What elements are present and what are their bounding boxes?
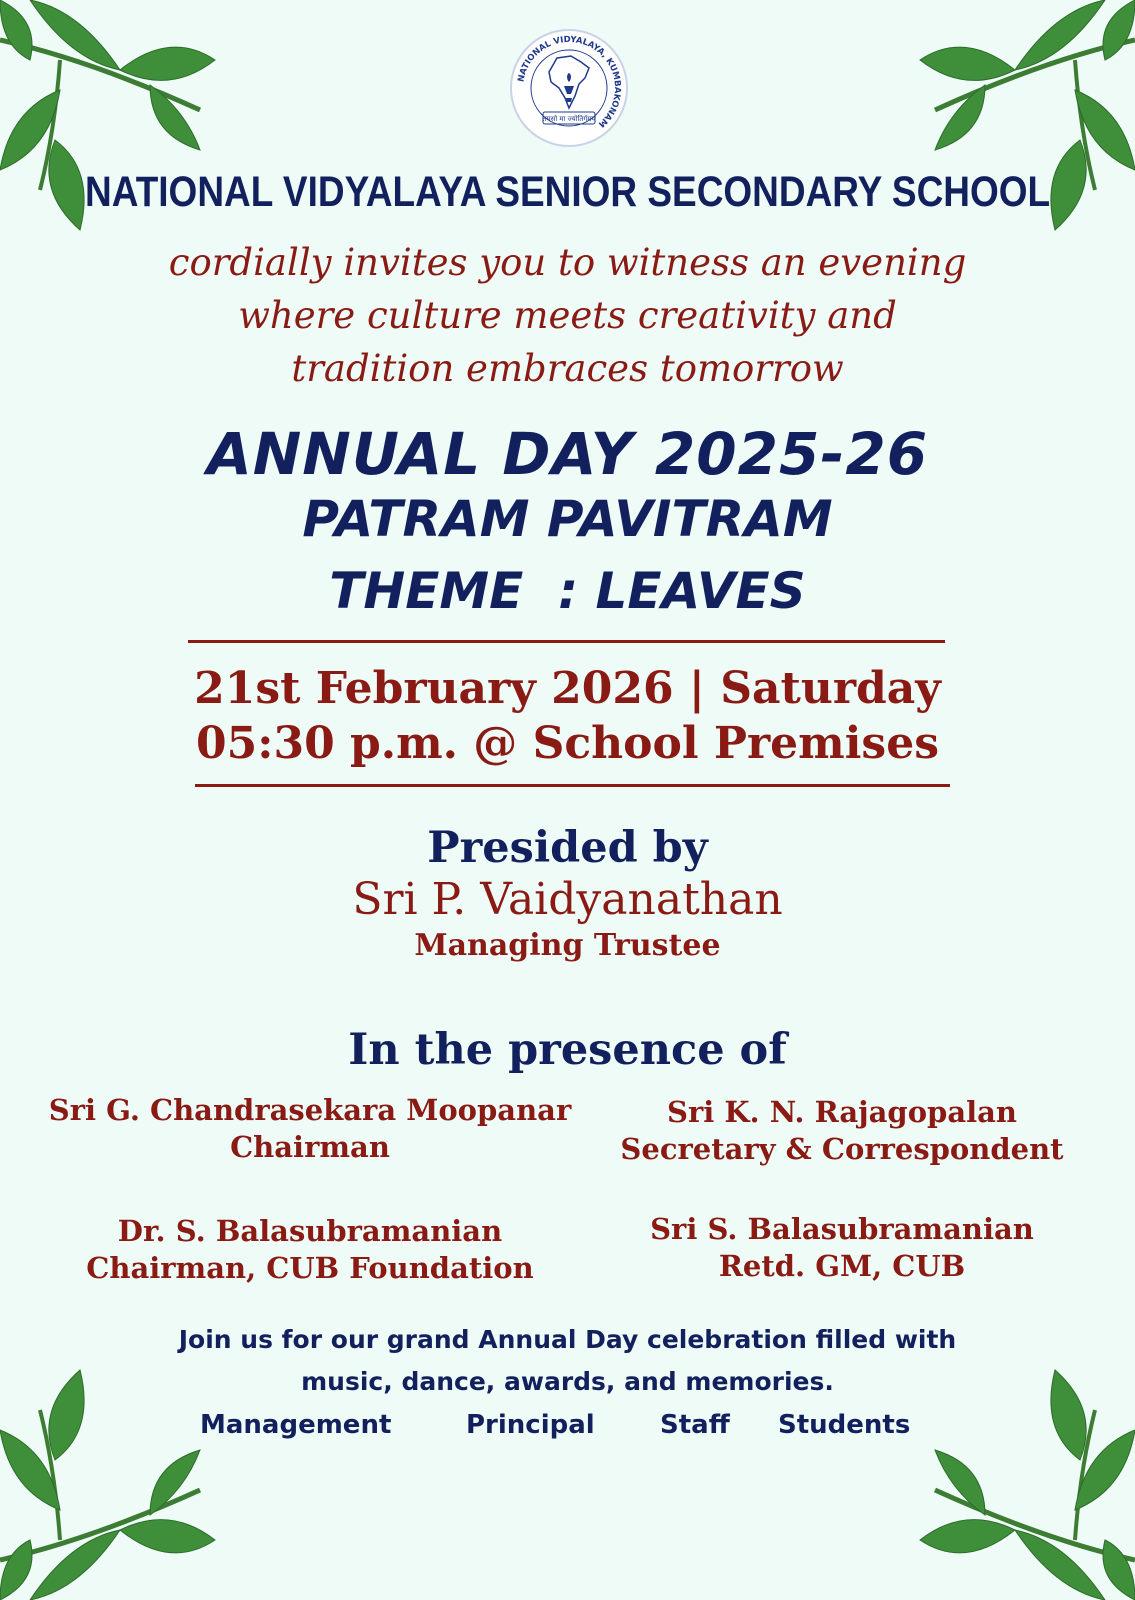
signoff-management: Management [200,1410,392,1440]
school-emblem [509,28,629,148]
invite-line: cordially invites you to witness an evening [168,241,967,284]
guest-name: Sri S. Balasubramanian [650,1212,1034,1246]
signoff-principal: Principal [466,1410,595,1440]
presided-heading: Presided by [427,823,708,873]
event-time-venue: 05:30 p.m. @ School Premises [196,718,939,769]
divider-bottom [195,784,950,787]
president-name: Sri P. Vaidyanathan [352,874,783,925]
invite-line: where culture meets creativity and [238,294,897,337]
emblem-ring-text: NATIONAL VIDYALAYA, KUMBAKONAM [516,34,623,129]
event-theme: THEME : LEAVES [329,562,806,620]
event-date: 21st February 2026 | Saturday [194,663,941,714]
guest-name: Sri K. N. Rajagopalan [667,1095,1017,1129]
guest-block [30,1092,590,1166]
guest-role: Chairman, CUB Foundation [86,1251,534,1285]
guest-block [562,1094,1122,1168]
divider-top [188,640,945,643]
signoff-staff: Staff [660,1410,730,1440]
signoff-students: Students [778,1410,911,1440]
president-role: Managing Trustee [414,928,721,963]
presence-heading: In the presence of [348,1025,787,1075]
event-title: ANNUAL DAY 2025-26 [206,420,929,488]
guest-role: Secretary & Correspondent [620,1132,1064,1166]
school-name: NATIONAL VIDYALAYA SENIOR SECONDARY SCHOOL [85,168,1051,216]
guest-role: Chairman [230,1130,390,1164]
event-subtitle: PATRAM PAVITRAM [302,490,833,548]
join-message-line: Join us for our grand Annual Day celebration filled with [178,1325,957,1354]
guest-role: Retd. GM, CUB [718,1249,966,1283]
invite-line: tradition embraces tomorrow [291,347,844,390]
emblem-motto: तमसो मा ज्योतिर्गमय [542,115,596,123]
join-message-line: music, dance, awards, and memories. [301,1367,834,1396]
guest-name: Sri G. Chandrasekara Moopanar [48,1093,572,1127]
guest-block [30,1213,590,1287]
guest-name: Dr. S. Balasubramanian [117,1214,503,1248]
guest-block [562,1211,1122,1285]
